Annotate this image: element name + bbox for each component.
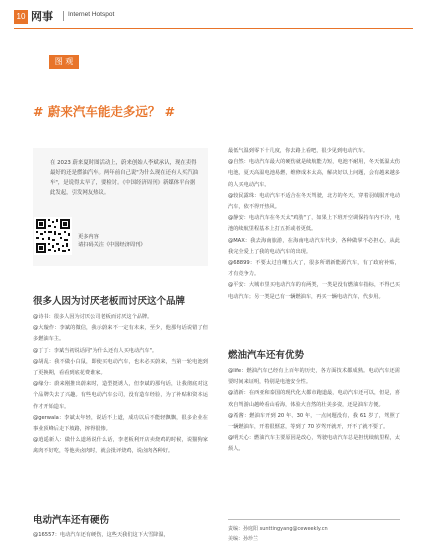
comment-paragraph: @MAX：我去海南旅游，在海南电动汽车代步，各种做掌不必担心，从此我完全爱上了我的电动汽车的出现。 — [228, 237, 400, 255]
editor-credit: 责编：孙庭阳 sunttingyang@ceweekly.cn — [228, 526, 328, 532]
column-tag: 图 观 — [49, 55, 79, 69]
comment-paragraph: @缘分：蔚来刚推出蔚来时，造型挺诱人，但李斌的那句话，让我彻底对这个品牌失去了兴趣。有些电动汽车公司，没有造车经验，为了补贴和资本运作才开始造车。 — [33, 381, 208, 410]
qr-caption-line1: 更多内容 — [78, 234, 99, 240]
page-number: 10 — [14, 10, 28, 24]
section-name: 网事 — [31, 10, 53, 23]
comment-paragraph: @平安：大城市里买电动汽车的有两类，一类是没有燃油车指标，不得已买电动汽车；另一类是已有一辆燃油车，再买一辆电动汽车，代步用。 — [228, 282, 400, 300]
comment-paragraph: @逍遥新人：做什么道场说什么话，李老板利开店卖烧鸡的时候，说猫狗家禽肉不好吃，等他卖卤肉时，就会批评烧鸡，说卤肉各种好。 — [33, 437, 208, 455]
right-column-bottom — [228, 366, 400, 456]
left-column-top — [33, 312, 208, 458]
subheading-fuel: 燃油汽车还有优势 — [228, 350, 305, 361]
section-separator — [63, 11, 64, 21]
comment-paragraph: @16557：电动汽车还有硬伤，这些天我们这下大雪降温， — [33, 532, 169, 538]
comment-paragraph: @自然：电动汽车最大的硬伤就是续航能力短，电池不耐用，冬天低温太伤电池，夏天高温电池易燃，维修成本太高，解决好以上问题，会有越来越多的人买电动汽车。 — [228, 159, 400, 188]
comment-paragraph: @68899：不要太过自嘲五大了，很多所谓新能源汽车，有了政府补贴，才有竞争力。 — [228, 260, 400, 278]
comment-paragraph: @gerwala：李斌太年轻，说话不上道，成功以后不能轻飘飘，很多企业在事业顶峰后走下坡路，摔得很惨。 — [33, 414, 208, 433]
comment-paragraph: @诗书：很多人因为讨厌公司老板而讨厌这个品牌。 — [33, 314, 153, 320]
comment-paragraph: @life：燃油汽车已经有上百年的历史，各方面技术都成熟。电动汽车还需要时间来证明，特别是电池安全性。 — [228, 368, 400, 386]
comment-paragraph: @明天心：燃油汽车主要原因是改心，驾驶电动汽车总是担忧续航里程，太烦人。 — [228, 435, 400, 453]
comment-paragraph: @希酱：燃油车开到 20 年、30 年，一点问题没有，我 61 岁了，驾照了一辆燃油车，开着很惬意，等到了 70 岁驾开就开，开不了就不要了。 — [228, 412, 400, 431]
designer-credit: 美编：孙珍兰 — [228, 536, 259, 542]
intro-paragraph: 在 2023 蔚来夏时图活动上，蔚来创始人李斌承认，现在卖得最好的还是燃油汽车。两年前自己说"为什么现在还有人买汽油车"，是说得太早了，要检讨。《中国经济周刊》新媒体平台据此发起，引发网友热议。 — [50, 160, 199, 196]
comment-paragraph: @丁丁：李斌当初说话同"为什么还有人买电动汽车"。 — [33, 347, 158, 354]
section-name-en: Internet Hotspot — [68, 11, 115, 18]
comment-paragraph: @较民露珠：电动汽车不适合在冬天驾驶，北方的冬天，穿着羽绒服开电动汽车，依不得开热风。 — [228, 192, 400, 211]
comment-paragraph: 最低气温到零下十几度，你去路上看吧，很少见到电动汽车。 — [228, 148, 369, 154]
qr-code-graphic — [34, 217, 72, 255]
comment-paragraph: @清新：在西亚和泰国的现代化大都市跑道最，电动汽车还可以，但是，喜欢自驾游山越岭看山看海，体验大自然的壮美多姿，还是油车方便。 — [228, 390, 400, 408]
subheading-flaws: 电动汽车还有硬伤 — [33, 515, 110, 526]
footer-rule — [228, 519, 400, 520]
qr-caption-line2: 请扫码关注《中国经济周刊》 — [78, 242, 146, 248]
comment-paragraph: @静安：电动汽车在冬天太"鸡肋"了，如果上下班开空调保持车内不冷，电池的续航里程基本上打五折或者更低。 — [228, 215, 400, 233]
article-title: # 蔚来汽车能走多远？ # — [33, 104, 176, 119]
right-column-top — [228, 146, 400, 303]
qr-code[interactable] — [34, 217, 72, 255]
subheading-brand: 很多人因为讨厌老板而讨厌这个品牌 — [33, 296, 186, 307]
comment-paragraph: @大璇作：李斌的微信，我示蔚来不一定有未来，至少，他那句话说错了但多燃油车主。 — [33, 325, 208, 343]
comment-paragraph: @胡乱：我不做小白鼠，即使买电动汽车，也未必买蔚来，当第一轮电池到了更换期，看看到底花费谁家。 — [33, 358, 208, 377]
header-rule — [14, 28, 413, 29]
